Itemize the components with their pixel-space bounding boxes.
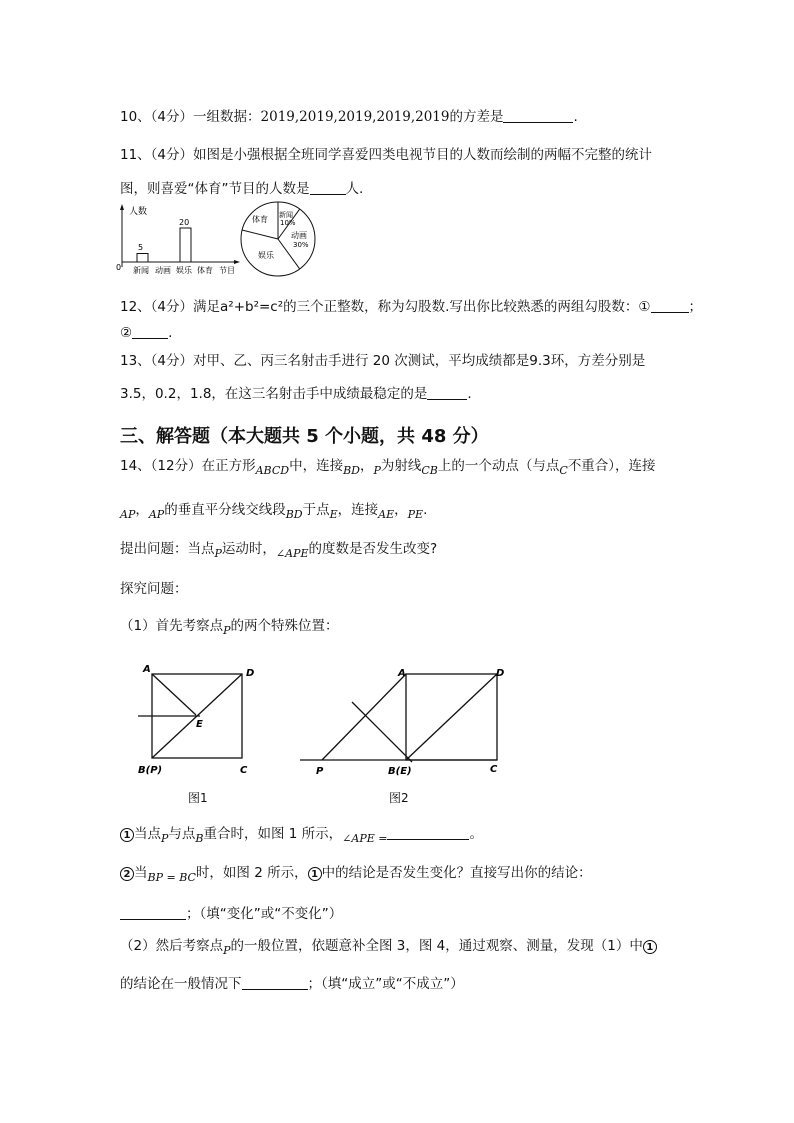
question-14-step2-answer: 的结论在一般情况下 ；（填“成立”或“不成立”） [120,976,464,992]
point-label-a: A [143,664,151,675]
figure-2-caption: 图2 [389,791,409,805]
circled-number-2: 2 [120,867,134,881]
point-label-a: A [398,668,406,679]
bar-entertainment [180,228,191,262]
segment-ae [152,674,196,715]
answer-blank[interactable] [427,387,467,400]
question-14-condition-2-answer: ；（填“变化”或“不变化”） [120,907,342,922]
figure-1-caption: 图1 [188,791,208,805]
point-label-p: P [316,766,324,777]
perpendicular-bisector [352,702,412,762]
point-label-b: B(P) [138,765,163,776]
point-label-c: C [240,765,248,776]
question-14-step2: （2）然后考察点$_P$的一般位置，依题意补全图 3，图 4，通过观察、测量，发现（1）中 1 [120,940,657,954]
pie-chart [238,200,322,284]
answer-blank[interactable] [132,326,168,339]
segment-ap [322,674,406,760]
figure-1 [130,660,265,780]
circled-number-1: 1 [643,940,657,954]
point-label-e: E [196,719,203,730]
question-11-line2: 图，则喜爱“体育”节目的人数是 人. [120,181,364,197]
circled-number-1: 1 [120,828,134,842]
answer-blank[interactable] [120,907,186,920]
question-12-line1: 12、（4分）满足a²+b²=c²的三个正整数，称为勾股数.写出你比较熟悉的两组勾股数：① ； [120,299,703,315]
point-label-d: D [246,668,255,679]
figure-2 [300,662,515,780]
question-12-line2: ② . [120,325,173,341]
pie-divider [242,230,278,239]
question-14-step1: （1）首先考察点$_P$的两个特殊位置： [120,618,339,637]
bar-value-label-news: 5 [138,243,144,252]
answer-blank[interactable] [310,182,346,195]
x-tick-label-news: 新闻 [133,266,149,275]
answer-blank[interactable] [651,300,689,313]
point-label-b: B(E) [388,766,412,777]
question-14-problem: 提出问题：当点$_P$运动时，$_{\angle APE}$的度数是否发生改变? [120,541,438,560]
diagonal-bd [406,674,497,760]
question-14-condition-2: 2 当$_{BP = BC}$时，如图 2 所示， 1 中的结论是否发生变化？直接写出你的结论： [120,867,592,881]
pie-label-animation-percent: 30% [293,241,309,249]
circled-number-1: 1 [308,867,322,881]
y-axis-arrow [120,204,124,210]
pie-label-animation: 动画 [291,231,307,240]
x-tick-label-sports: 体育 [197,266,213,275]
question-10: 10、（4分）一组数据：2019,2019,2019,2019,2019的方差是 . [120,109,578,125]
question-14-condition-1: 1 当点$_P$与点$_B$重合时，如图 1 所示，$_{\angle APE =}$ 。 [120,827,483,842]
bar-chart [112,200,242,280]
question-13-line1: 13、（4分）对甲、乙、丙三名射击手进行 20 次测试，平均成绩都是9.3环，方差分别是 [120,353,646,369]
question-14-line1: 14、（12分）在正方形$_{ABCD}$中，连接$_{BD}$，$_P$为射线$_{CB}$上的一个动点（与点$_C$不重合），连接 [120,458,656,477]
bar-news [137,254,148,263]
question-14-explore: 探究问题： [120,581,188,597]
answer-blank[interactable] [503,110,573,123]
question-11-line1: 11、（4分）如图是小强根据全班同学喜爱四类电视节目的人数而绘制的两幅不完整的统计 [120,147,653,163]
pie-label-entertainment: 娱乐 [258,251,274,260]
section-heading: 三、解答题（本大题共 5 个小题，共 48 分） [120,426,489,447]
point-label-d: D [496,668,505,679]
question-13-line2: 3.5，0.2，1.8，在这三名射击手中成绩最稳定的是 . [120,386,472,402]
x-tick-label-entertainment: 娱乐 [176,266,192,275]
origin-label: 0 [116,263,122,272]
pie-label-news-percent: 10% [280,219,296,227]
answer-blank[interactable] [387,827,469,840]
answer-blank[interactable] [242,977,308,990]
point-label-c: C [490,764,498,775]
y-axis-label: 人数 [129,207,148,217]
question-14-line2: $_{AP}$，$_{AP}$的垂直平分线交线段$_{BD}$于点$_E$，连接$_{AE}$，$_{PE}$. [120,502,428,521]
x-axis-label: 节目 [219,266,235,275]
bar-value-label-entertainment: 20 [179,218,190,227]
x-tick-label-animation: 动画 [155,266,171,275]
pie-label-sports: 体育 [252,215,268,224]
pie-label-news: 新闻 [279,211,293,219]
